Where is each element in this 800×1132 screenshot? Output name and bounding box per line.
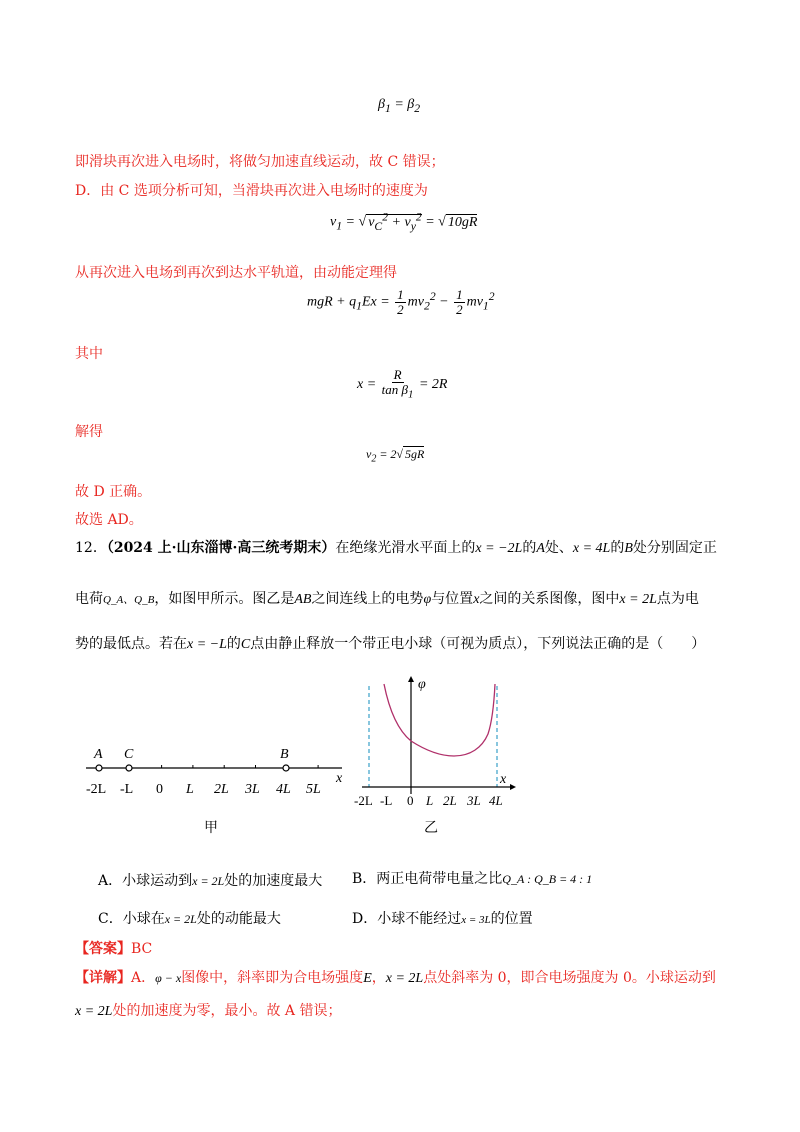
tick-label: -L (120, 782, 134, 797)
detail-label: 【详解】 (75, 970, 131, 986)
option-text: B．两正电荷带电量之比 (352, 871, 503, 887)
q-text: 处、 (544, 540, 573, 556)
question-line-1 (75, 537, 717, 557)
q-math: x = −L (187, 637, 227, 652)
option-text: A．小球运动到 (98, 873, 193, 889)
tick-label: 4L (276, 782, 291, 797)
q-text: 处分别固定正 (632, 540, 717, 556)
axis-label-phi: φ (418, 677, 426, 692)
charge-a-dot (96, 765, 102, 771)
equation-v2: $v_2 = 2√$ 5gR (366, 447, 425, 465)
point-c-dot (126, 765, 132, 771)
tick-labels (354, 793, 503, 808)
label-b: B (280, 747, 289, 762)
tick-label: -2L (86, 782, 107, 797)
x-axis-arrow (510, 784, 516, 790)
option-math: Q_A : Q_B = 4 : 1 (502, 872, 593, 886)
q-text: 点由静止释放一个带正电小球（可视为质点），下列说法正确的是（ ） (250, 636, 706, 652)
caption-yi: 乙 (424, 820, 438, 836)
q-text: 电荷 (75, 591, 103, 607)
figure-jia (80, 740, 360, 800)
q-text: 势的最低点。若在 (75, 636, 187, 652)
tick-labels (86, 782, 321, 797)
y-axis-arrow (408, 676, 414, 682)
q-text: 之间连线上的电势 (311, 591, 424, 607)
q-text: 的 (226, 636, 241, 652)
question-line-2 (75, 588, 699, 608)
question-line-3 (75, 633, 705, 653)
label-c: C (124, 747, 134, 762)
equation-beta: $\beta_1 = \beta_2$ (378, 97, 421, 115)
detail-math: E (363, 971, 372, 986)
question-number: 12． (75, 540, 107, 556)
detail-text: 图像中，斜率即为合电场强度 (181, 970, 364, 986)
q-math: B (624, 541, 633, 556)
figure-yi (350, 674, 520, 814)
charge-b-dot (283, 765, 289, 771)
axis-label-x: x (336, 771, 343, 786)
q-math: AB (294, 592, 312, 607)
q-text: 的 (610, 540, 625, 556)
q-text: 与位置 (431, 591, 474, 607)
answer-value: BC (131, 941, 153, 957)
caption-jia: 甲 (204, 820, 218, 836)
text-answer-ad: 故选 AD。 (75, 512, 143, 528)
option-d[interactable] (352, 908, 533, 928)
question-source: （2024 上·山东淄博·高三统考期末） (106, 540, 336, 556)
detail-text: 点处斜率为 0，即合电场强度为 0。小球运动到 (423, 970, 716, 986)
q-math: C (240, 637, 251, 652)
option-text: 的位置 (490, 911, 533, 927)
tick-label: 5L (306, 782, 321, 797)
tick-label: 0 (156, 782, 163, 797)
text-d-intro: D．由 C 选项分析可知，当滑块再次进入电场时的速度为 (75, 183, 428, 199)
option-text: 处的加速度最大 (224, 873, 323, 889)
text-where: 其中 (75, 346, 103, 362)
option-text: D．小球不能经过 (352, 911, 462, 927)
option-text: C．小球在 (98, 911, 165, 927)
option-math: x = 2L (164, 912, 197, 926)
axis-label-x: x (500, 772, 507, 787)
answer-label: 【答案】 (75, 941, 131, 957)
text-c-wrong: 即滑块再次进入电场时，将做匀加速直线运动，故 C 错误； (75, 154, 445, 170)
option-c[interactable] (98, 908, 281, 928)
equation-x: x = $\frac{R}{\tan \beta_1}$ = 2R (357, 367, 448, 401)
equation-v1: $v_1$ = √ $v_C^2 + v_y^2$ = √ 10gR (330, 210, 478, 233)
detail-math: φ − x (155, 971, 182, 985)
potential-curve (384, 684, 495, 756)
tick-label: 2L (214, 782, 229, 797)
label-a: A (94, 747, 103, 762)
q-text: 之间的关系图像，图中 (479, 591, 620, 607)
q-math: A (536, 541, 545, 556)
q-math: x = 4L (572, 541, 611, 556)
tick-label: 3L (245, 782, 260, 797)
detail-text: 处的加速度为零，最小。故 A 错误； (112, 1003, 342, 1019)
tick-label: 2L (443, 793, 457, 808)
tick-label: L (426, 793, 434, 808)
q-text: 点为电 (656, 591, 699, 607)
q-math: Q_A、Q_B (103, 594, 155, 606)
detail-line-2 (75, 1000, 341, 1020)
q-text: 在绝缘光滑水平面上的 (335, 540, 476, 556)
tick-label: -2L (354, 793, 373, 808)
text-solve: 解得 (75, 424, 103, 440)
q-math: x = −2L (475, 541, 523, 556)
detail-text: A． (131, 970, 156, 986)
q-math: x (473, 592, 480, 607)
option-math: x = 2L (192, 874, 225, 888)
q-text: ，如图甲所示。图乙是 (154, 591, 295, 607)
option-math: x = 3L (461, 914, 491, 926)
tick-label: 4L (489, 793, 503, 808)
q-math: x = 2L (619, 592, 657, 607)
answer-line (75, 938, 152, 958)
tick-label: 0 (407, 793, 414, 808)
option-b[interactable] (352, 868, 592, 888)
text-d-correct: 故 D 正确。 (75, 484, 152, 500)
detail-text: ， (371, 970, 386, 986)
equation-energy: mgR + $q_1Ex$ = $\frac{1}{2}$ $mv_2^2$ − $\frac{1}{2}$ $mv_1^2$ (307, 287, 495, 317)
detail-math: x = 2L (75, 1004, 113, 1019)
tick-label: L (186, 782, 194, 797)
detail-math: x = 2L (385, 971, 424, 986)
tick-label: -L (380, 793, 393, 808)
option-a[interactable] (98, 870, 322, 890)
tick-label: 3L (467, 793, 481, 808)
q-text: 的 (522, 540, 537, 556)
text-energy-theorem: 从再次进入电场到再次到达水平轨道，由动能定理得 (75, 265, 397, 281)
q-math: φ (423, 592, 432, 607)
option-text: 处的动能最大 (196, 911, 281, 927)
detail-line-1 (75, 967, 716, 987)
